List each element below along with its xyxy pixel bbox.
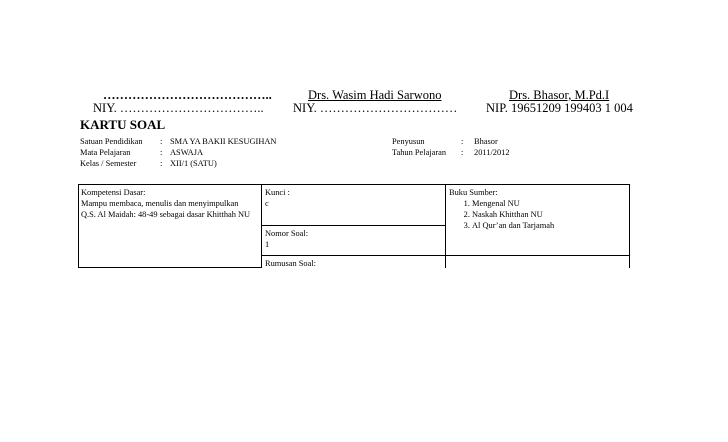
- info-label-satuan: Satuan Pendidikan: [80, 137, 143, 146]
- buku-label: Buku Sumber:: [449, 188, 498, 197]
- kunci-value: c: [265, 199, 269, 208]
- signature-right-name: Drs. Bhasor, M.Pd.I: [509, 88, 610, 102]
- card-left-border: [78, 184, 79, 268]
- buku-item: 1. Mengenal NU: [472, 198, 554, 209]
- kompetensi-text-2: Q.S. Al Maidah: 48-49 sebagai dasar Khitthah NU: [81, 210, 251, 219]
- info-label-kelas: Kelas / Semester: [80, 159, 137, 168]
- info-value-kelas: XII/1 (SATU): [170, 159, 217, 168]
- info-sep-satuan: :: [160, 137, 163, 146]
- kompetensi-bottom-border: [78, 267, 262, 268]
- buku-bottom-border: [445, 255, 630, 256]
- buku-list: [452, 198, 554, 231]
- info-label-penyusun: Penyusun: [392, 137, 425, 146]
- rumusan-label: Rumusan Soal:: [265, 259, 316, 268]
- card-top-border: [78, 184, 630, 185]
- info-label-tahun: Tahun Pelajaran: [392, 148, 447, 157]
- kunci-label: Kunci :: [265, 188, 290, 197]
- page-title: KARTU SOAL: [80, 117, 166, 132]
- info-value-penyusun: Bhasor: [474, 137, 498, 146]
- info-sep-penyusun: :: [461, 137, 464, 146]
- info-sep-tahun: :: [461, 148, 464, 157]
- info-value-tahun: 2011/2012: [474, 148, 510, 157]
- info-sep-mapel: :: [160, 148, 163, 157]
- info-label-mapel: Mata Pelajaran: [80, 148, 131, 157]
- buku-item: 3. Al Qur’an dan Tarjamah: [472, 220, 554, 231]
- info-value-mapel: ASWAJA: [170, 148, 204, 157]
- nomor-label: Nomor Soal:: [265, 229, 309, 238]
- kompetensi-label: Kompetensi Dasar:: [81, 188, 146, 197]
- nomor-bottom-border: [261, 255, 446, 256]
- info-value-satuan: SMA YA BAKII KESUGIHAN: [170, 137, 277, 146]
- signature-middle-name: Drs. Wasim Hadi Sarwono: [308, 88, 442, 102]
- signature-left-id: NIY. ……………………………..: [93, 101, 264, 115]
- signature-right-id: NIP. 19651209 199403 1 004: [486, 101, 633, 115]
- nomor-value: 1: [265, 240, 270, 249]
- buku-item: 2. Naskah Khitthan NU: [472, 209, 554, 220]
- kunci-bottom-border: [261, 225, 446, 226]
- kompetensi-text-1: Mampu membaca, menulis dan menyimpulkan: [81, 199, 239, 208]
- signature-left-name: …………………………………..: [103, 88, 272, 102]
- info-sep-kelas: :: [160, 159, 163, 168]
- signature-middle-id: NIY. ……………………………: [293, 101, 458, 115]
